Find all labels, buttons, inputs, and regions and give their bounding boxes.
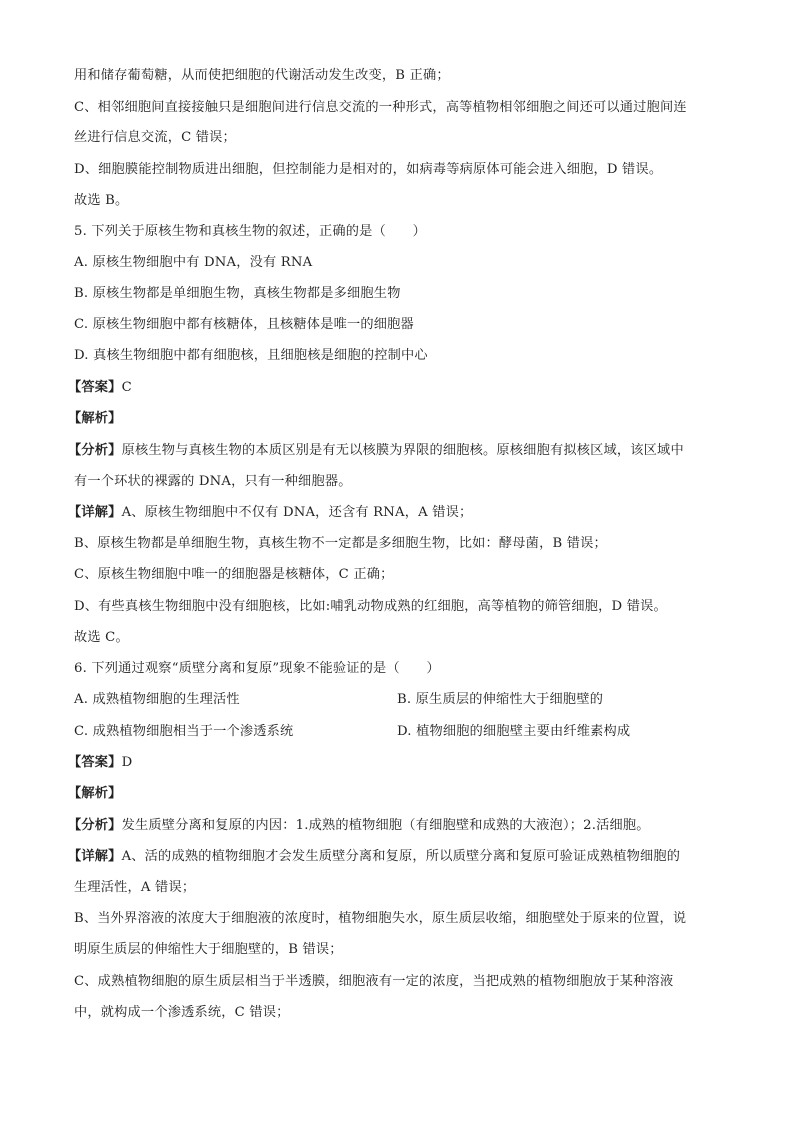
answer-tag: 【答案】	[68, 380, 122, 395]
text-line: C、成熟植物细胞的原生质层相当于半透膜，细胞液有一定的浓度，当把成熟的植物细胞放于某种溶液	[74, 974, 674, 989]
text-line: C、相邻细胞间直接接触只是细胞间进行信息交流的一种形式，高等植物相邻细胞之间还可以通过胞间连	[74, 100, 687, 115]
question-6-detail	[68, 847, 718, 867]
xiangjie-text: A、原核生物细胞中不仅有 DNA，还含有 RNA，A 错误；	[121, 505, 473, 520]
question-5-detail	[68, 503, 718, 523]
question-5-option-b: B. 原核生物都是单细胞生物，真核生物都是多细胞生物	[74, 286, 401, 301]
text-line: 丝进行信息交流，C 错误；	[74, 130, 236, 145]
text-line: 用和储存葡萄糖，从而使把细胞的代谢活动发生改变，B 正确；	[74, 68, 450, 83]
question-5-option-c: C. 原核生物细胞中都有核糖体，且核糖体是唯一的细胞器	[74, 317, 414, 332]
question-6-analysis	[68, 816, 718, 836]
text-line: D、有些真核生物细胞中没有细胞核，比如:哺乳动物成熟的红细胞，高等植物的筛管细胞，D 错误。	[74, 599, 667, 614]
question-5-option-a: A. 原核生物细胞中有 DNA，没有 RNA	[74, 255, 313, 270]
text-line: 生理活性，A 错误；	[74, 880, 196, 895]
text-line: 中，就构成一个渗透系统，C 错误；	[74, 1005, 290, 1020]
answer-value: D	[121, 755, 133, 770]
question-6-option-d: D. 植物细胞的细胞壁主要由纤维素构成	[397, 724, 631, 739]
text-line: 有一个环状的裸露的 DNA，只有一种细胞器。	[74, 474, 352, 489]
fenxi-tag: 【分析】	[68, 818, 122, 833]
text-line: B、原核生物都是单细胞生物，真核生物不一定都是多细胞生物，比如：酵母菌，B 错误；	[74, 536, 607, 551]
question-5-stem: 5. 下列关于原核生物和真核生物的叙述，正确的是（ ）	[74, 224, 427, 239]
question-6-option-b: B. 原生质层的伸缩性大于细胞壁的	[397, 692, 604, 707]
text-line: B、当外界溶液的浓度大于细胞液的浓度时，植物细胞失水，原生质层收缩，细胞壁处于原来的位置，说	[74, 911, 687, 926]
fenxi-text: 发生质壁分离和复原的内因：1.成熟的植物细胞（有细胞壁和成熟的大液泡）；2.活细胞。	[121, 818, 650, 833]
answer-value: C	[121, 380, 132, 395]
question-5-answer	[68, 378, 718, 398]
text-line: 故选 B。	[74, 193, 129, 208]
question-5-analysis	[68, 441, 718, 461]
text-line: C、原核生物细胞中唯一的细胞器是核糖体，C 正确；	[74, 567, 394, 582]
fenxi-tag: 【分析】	[68, 443, 122, 458]
question-6-option-a: A. 成熟植物细胞的生理活性	[74, 692, 240, 707]
question-6-option-c: C. 成熟植物细胞相当于一个渗透系统	[74, 724, 294, 739]
text-line: 故选 C。	[74, 630, 129, 645]
fenxi-text: 原核生物与真核生物的本质区别是有无以核膜为界限的细胞核。原核细胞有拟核区域，该区域中	[121, 443, 684, 458]
text-line: 明原生质层的伸缩性大于细胞壁的，B 错误；	[74, 942, 343, 957]
jiexi-tag: 【解析】	[68, 786, 122, 801]
question-5-jiexi-heading	[68, 409, 718, 429]
question-5-option-d: D. 真核生物细胞中都有细胞核，且细胞核是细胞的控制中心	[74, 348, 428, 363]
question-6-answer	[68, 753, 718, 773]
xiangjie-tag: 【详解】	[68, 849, 122, 864]
xiangjie-tag: 【详解】	[68, 505, 122, 520]
answer-tag: 【答案】	[68, 755, 122, 770]
jiexi-tag: 【解析】	[68, 411, 122, 426]
question-6-jiexi-heading	[68, 784, 718, 804]
question-6-stem: 6. 下列通过观察“质壁分离和复原”现象不能验证的是（ ）	[74, 661, 440, 676]
xiangjie-text: A、活的成熟的植物细胞才会发生质壁分离和复原，所以质壁分离和复原可验证成熟植物细胞的	[121, 849, 681, 864]
text-line: D、细胞膜能控制物质进出细胞，但控制能力是相对的，如病毒等病原体可能会进入细胞，D 错误。	[74, 162, 663, 177]
